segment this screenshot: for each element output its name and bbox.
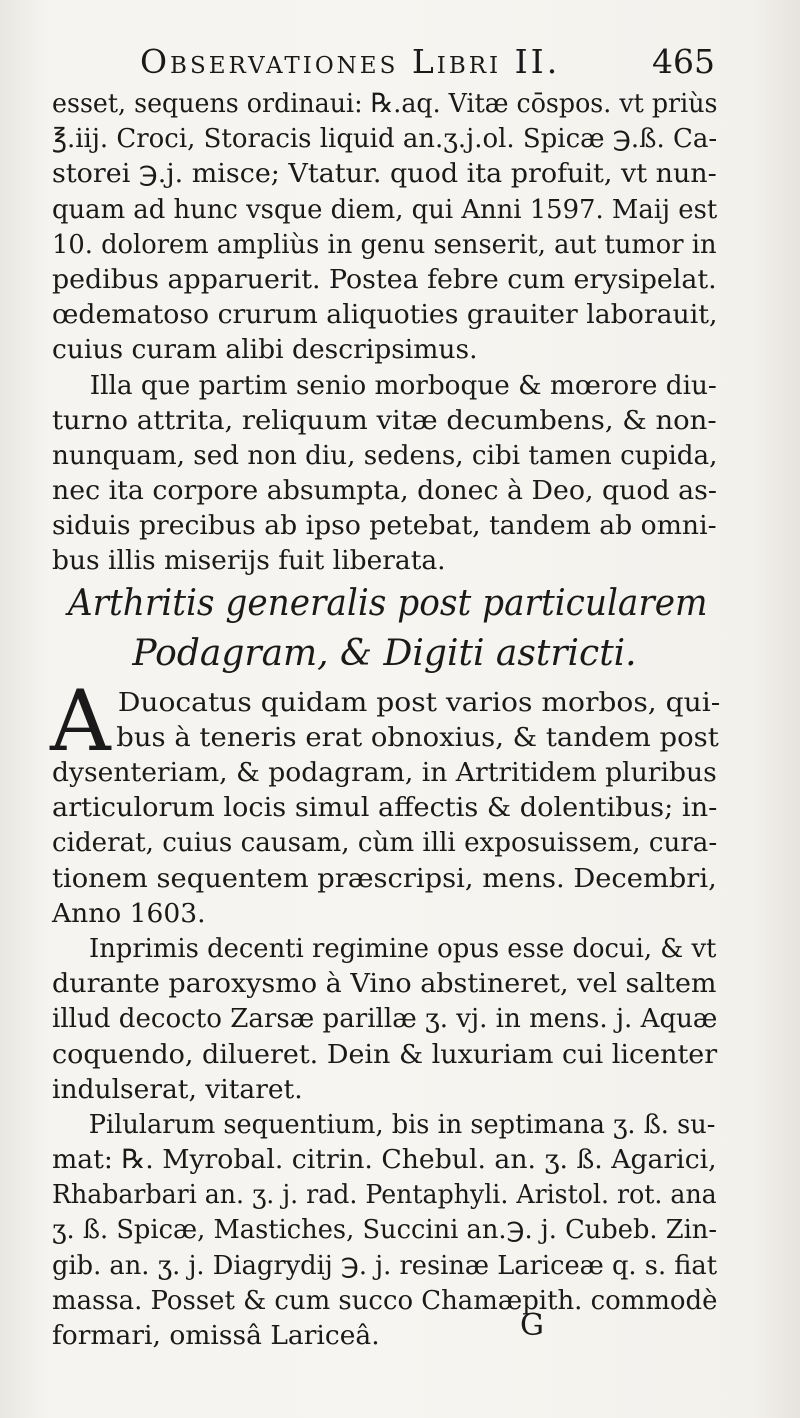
text-line: bus illis miserijs fuit liberata. <box>52 545 446 577</box>
text-line: indulserat, vitaret. <box>52 1073 303 1105</box>
text-line: turno attrita, reliquum vitæ decumbens, & non- <box>52 404 717 436</box>
text-line: esset, sequens ordinaui: ℞.aq. Vitæ cōspos. vt priùs <box>52 88 718 119</box>
section-heading <box>52 579 717 679</box>
text-line: articulorum locis simul affectis & dolentibus; in- <box>52 792 718 824</box>
text-line: siduis precibus ab ipso petebat, tandem ab omni- <box>52 510 717 542</box>
text-line: 10. dolorem ampliùs in genu senserit, aut tumor in <box>52 228 717 260</box>
page-number: 465 <box>652 42 715 81</box>
text-line: ʒ. ß. Spicæ, Mastiches, Succini an.℈. j. Cubeb. Zin- <box>52 1214 718 1246</box>
running-title: Observationes Libri II. <box>140 42 561 81</box>
text-line: tionem sequentem præscripsi, mens. Decembri, <box>52 862 717 894</box>
heading-line: Arthritis generalis post particularem <box>67 582 708 624</box>
text-line: mat: ℞. Myrobal. citrin. Chebul. an. ʒ. ß. Agarici, <box>52 1144 717 1176</box>
text-line: storei ℈.j. misce; Vtatur. quod ita profuit, vt nun- <box>52 158 717 190</box>
text-line: Illa que partim senio morboque & mœrore diu- <box>89 369 717 401</box>
main-text <box>50 86 721 1353</box>
text-line: massa. Posset & cum succo Chamæpith. commodè <box>52 1284 718 1316</box>
paragraph-2 <box>52 368 717 579</box>
paragraph-4 <box>52 931 717 1107</box>
text-line: formari, omissâ Lariceâ. <box>52 1320 380 1351</box>
text-line: durante paroxysmo à Vino abstineret, vel saltem <box>52 968 717 1000</box>
text-line: illud decocto Zarsæ parillæ ʒ. vj. in mens. j. Aquæ <box>52 1003 718 1035</box>
text-line: Pilularum sequentium, bis in septimana ʒ. ß. su- <box>88 1108 716 1140</box>
text-line: dysenteriam, & podagram, in Artritidem pluribus <box>52 757 717 788</box>
page-header <box>140 40 715 84</box>
text-line: œdematoso crurum aliquoties grauiter laborauit, <box>52 299 718 331</box>
text-line: Rhabarbari an. ʒ. j. rad. Pentaphyli. Aristol. rot. ana <box>52 1179 717 1211</box>
text-line: nec ita corpore absumpta, donec à Deo, quod as- <box>52 475 717 507</box>
text-line: ℥.iij. Croci, Storacis liquid an.ʒ.j.ol. Spicæ ℈.ß. Ca- <box>52 123 718 155</box>
paragraph-5 <box>52 1107 717 1353</box>
text-line: ciderat, cuius causam, cùm illi exposuissem, cura- <box>52 827 718 859</box>
text-line: Anno 1603. <box>52 897 206 929</box>
text-line: quam ad hunc vsque diem, qui Anni 1597. Maij est <box>52 193 718 225</box>
text-line: bus à teneris erat obnoxius, & tandem post <box>116 721 719 753</box>
text-line: pedibus apparuerit. Postea febre cum erysipelat. <box>52 263 717 295</box>
text-line: Duocatus quidam post varios morbos, qui- <box>117 686 721 718</box>
text-line: nunquam, sed non diu, sedens, cibi tamen cupida, <box>52 439 718 471</box>
text-line: cuius curam alibi descripsimus. <box>52 334 478 366</box>
text-line: Inprimis decenti regimine opus esse docui, & vt <box>88 932 717 964</box>
paragraph-3 <box>50 671 721 931</box>
text-line: coquendo, dilueret. Dein & luxuriam cui licenter <box>52 1038 718 1070</box>
catchword: G <box>520 1308 544 1343</box>
heading-line: Podagram, & Digiti astricti. <box>132 632 637 674</box>
text-line: gib. an. ʒ. j. Diagrydij ℈. j. resinæ Lariceæ q. s. fiat <box>52 1249 718 1281</box>
drop-cap: A <box>50 671 111 770</box>
paragraph-1 <box>52 86 717 368</box>
